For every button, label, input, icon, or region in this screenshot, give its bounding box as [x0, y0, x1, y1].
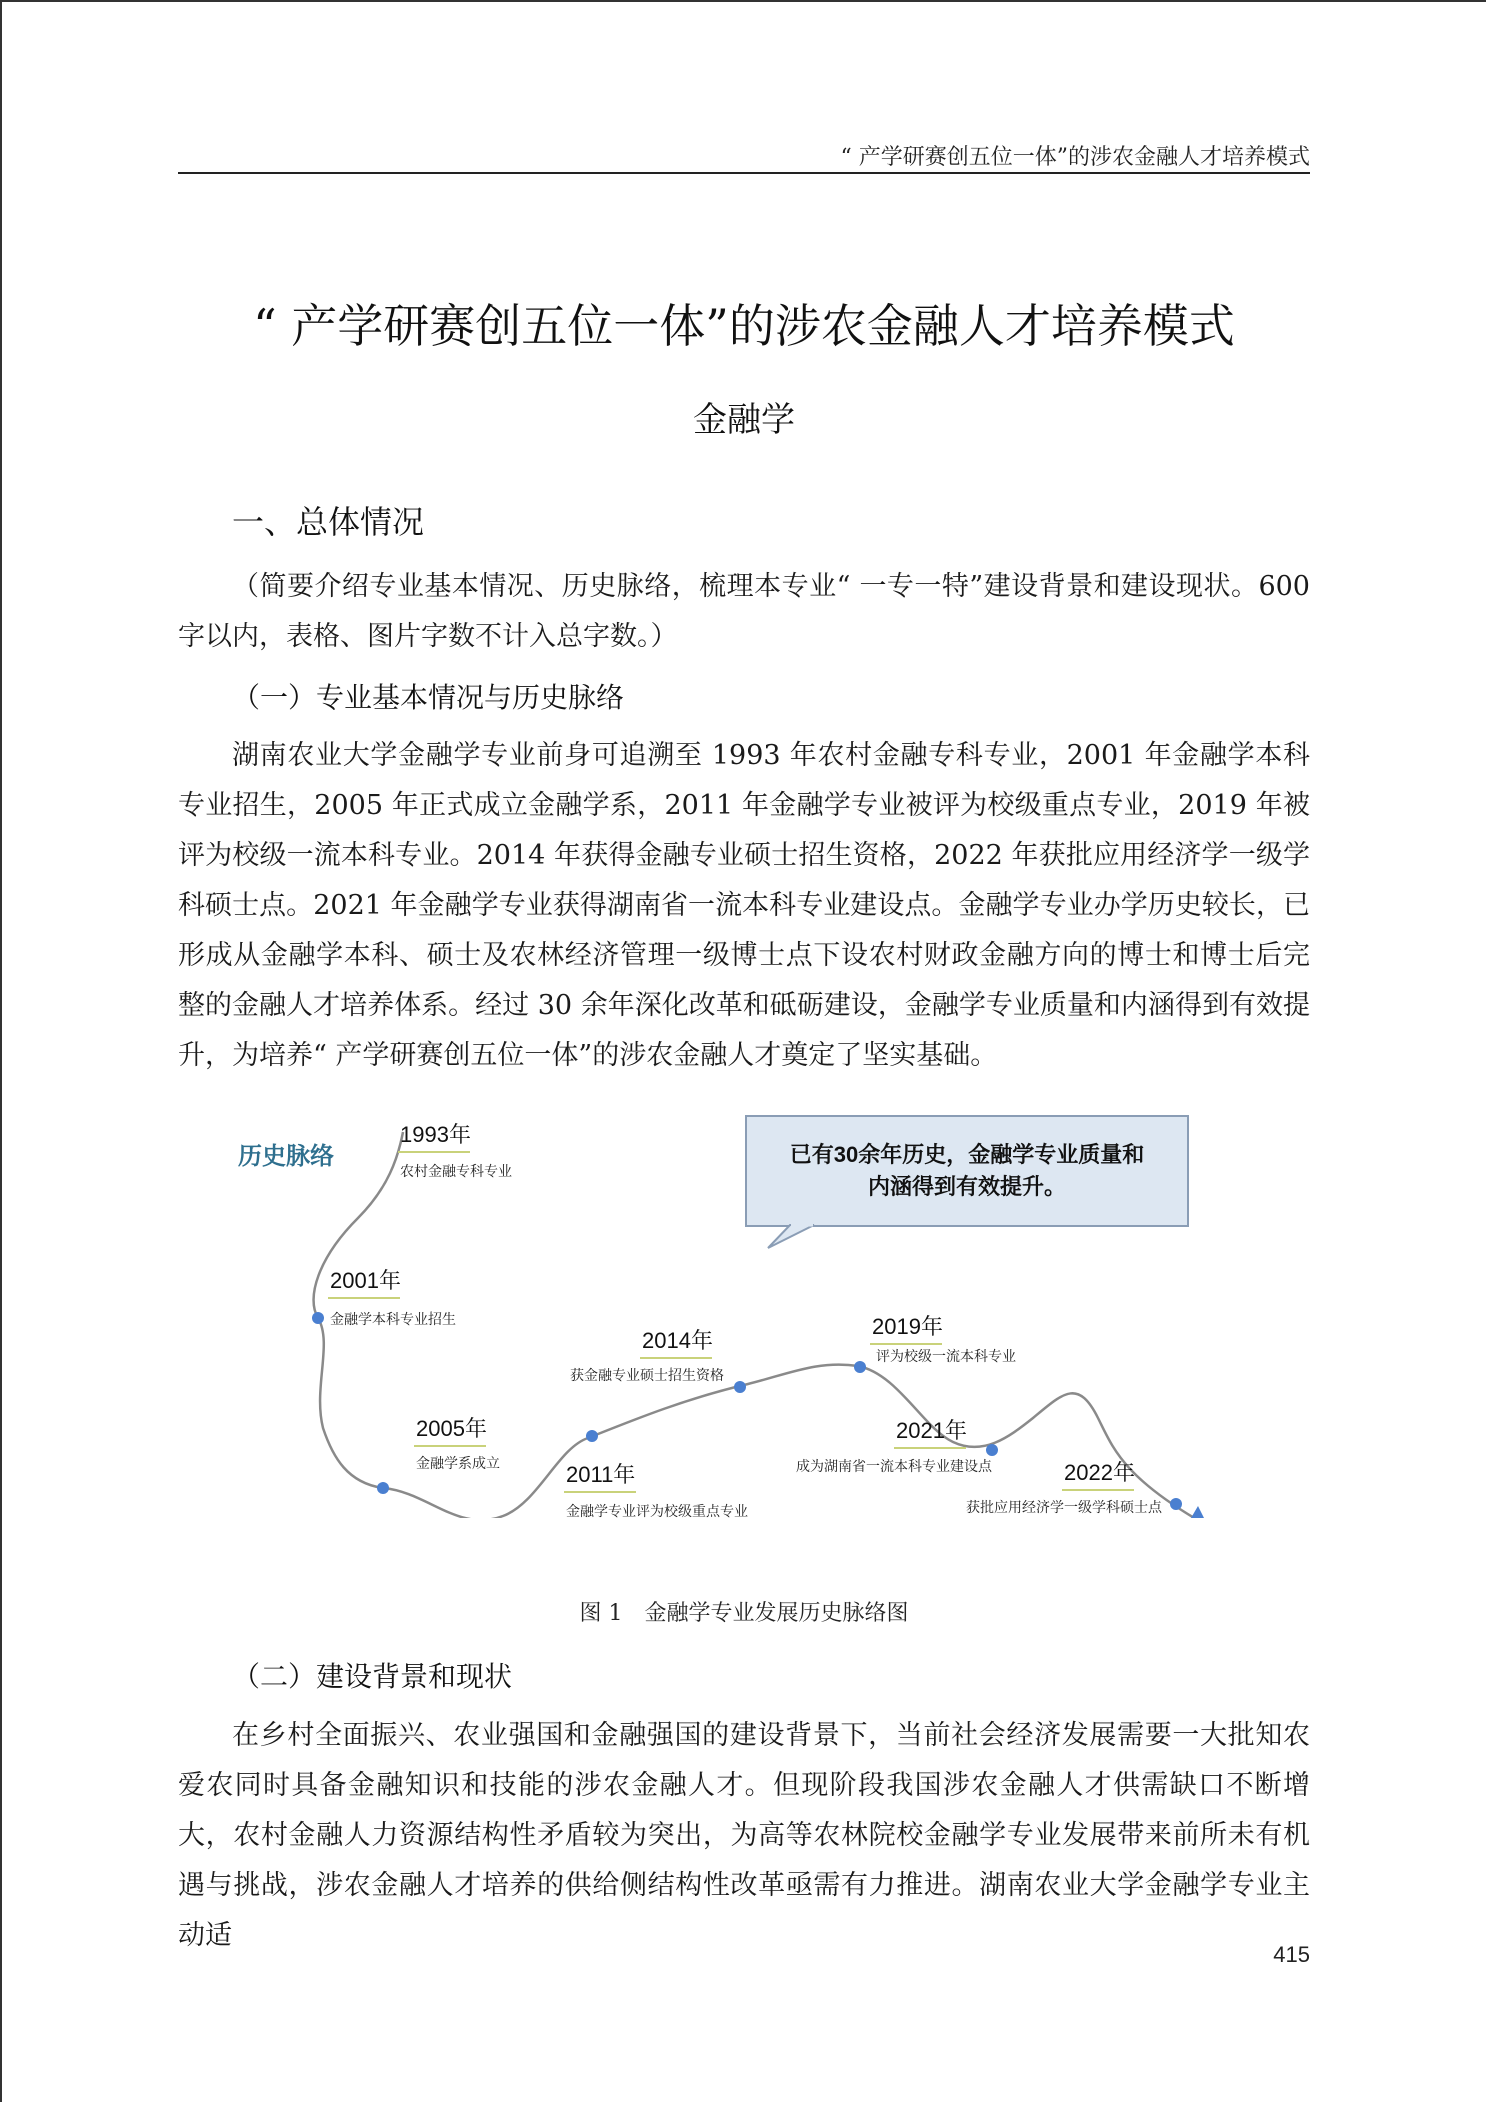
section-heading: 一、总体情况: [232, 503, 425, 541]
history-paragraph: 湖南农业大学金融学专业前身可追溯至 1993 年农村金融专科专业，2001 年金融学本科专业招生，2005 年正式成立金融学系，2011 年金融学专业被评为校级重点专业，2019 年被评为校级一流本科专业。2014 年获得金融专业硕士招生资格，2022 年获批应用经济学一级学科硕士点。2021 年金融学专业获得湖南省一流本科专业建设点。金融学专业办学历史较长，已形成从金融学本科、硕士及农林经济管理一级博士点下设农村财政金融方向的博士和博士后完整的金融人才培养体系。经过 30 余年深化改革和砥砺建设，金融学专业质量和内涵得到有效提升，为培养“ 产学研赛创五位一体”的涉农金融人才奠定了坚实基础。: [178, 740, 1310, 1071]
milestone-desc: 评为校级一流本科专业: [876, 1348, 1016, 1364]
running-header: “ 产学研赛创五位一体”的涉农金融人才培养模式: [840, 145, 1310, 170]
figure-label: 历史脉络: [238, 1143, 334, 1170]
milestone-year: 1993年: [400, 1122, 471, 1147]
milestone-dot-2014: [734, 1381, 746, 1393]
callout-text-line2: 内涵得到有效提升。: [867, 1174, 1067, 1199]
figure-caption: 图 1 金融学专业发展历史脉络图: [579, 1601, 909, 1626]
background-paragraph: 在乡村全面振兴、农业强国和金融强国的建设背景下，当前社会经济发展需要一大批知农爱农同时具备金融知识和技能的涉农金融人才。但现阶段我国涉农金融人才供需缺口不断增大，农村金融人力资源结构性矛盾较为突出，为高等农林院校金融学专业发展带来前所未有机遇与挑战，涉农金融人才培养的供给侧结构性改革亟需有力推进。湖南农业大学金融学专业主动适: [178, 1720, 1310, 1951]
timeline-arrowhead: [1191, 1506, 1208, 1518]
milestone-year: 2022年: [1064, 1460, 1135, 1485]
milestone-dot-2001: [312, 1312, 324, 1324]
page-number: 415: [1273, 1942, 1310, 1967]
milestone-dot-2021: [986, 1444, 998, 1456]
intro-paragraph: （简要介绍专业基本情况、历史脉络，梳理本专业“ 一专一特”建设背景和建设现状。600字以内，表格、图片字数不计入总字数。）: [178, 571, 1310, 652]
milestone-year: 2019年: [872, 1314, 943, 1339]
subsection-heading-2: （二）建设背景和现状: [232, 1660, 513, 1693]
history-timeline-figure: [208, 1098, 1208, 1518]
milestone-year: 2014年: [642, 1328, 713, 1353]
milestone-desc: 成为湖南省一流本科专业建设点: [796, 1458, 992, 1474]
milestone-desc: 金融学专业评为校级重点专业: [566, 1503, 748, 1518]
milestone-desc: 金融学系成立: [416, 1455, 500, 1471]
document-title: “ 产学研赛创五位一体”的涉农金融人才培养模式: [253, 299, 1235, 353]
milestone-dot-2011: [586, 1430, 598, 1442]
header-rule: [178, 172, 1310, 174]
document-subtitle: 金融学: [693, 400, 795, 440]
milestone-dot-2005: [377, 1482, 389, 1494]
milestone-year: 2005年: [416, 1416, 487, 1441]
milestone-desc: 获批应用经济学一级学科硕士点: [966, 1499, 1162, 1515]
milestone-year: 2021年: [896, 1418, 967, 1443]
milestone-year: 2011年: [566, 1462, 636, 1487]
subsection-heading-1: （一）专业基本情况与历史脉络: [232, 681, 625, 714]
milestone-desc: 农村金融专科专业: [400, 1163, 512, 1179]
milestone-dot-2019: [854, 1361, 866, 1373]
callout-text-line1: 已有30余年历史，金融学专业质量和: [789, 1142, 1145, 1167]
callout-box: [746, 1116, 1188, 1226]
milestone-year: 2001年: [330, 1268, 401, 1293]
milestone-dot-2022: [1170, 1498, 1182, 1510]
callout-pointer: [768, 1225, 814, 1248]
milestone-desc: 金融学本科专业招生: [330, 1311, 456, 1327]
milestone-desc: 获金融专业硕士招生资格: [570, 1367, 724, 1383]
